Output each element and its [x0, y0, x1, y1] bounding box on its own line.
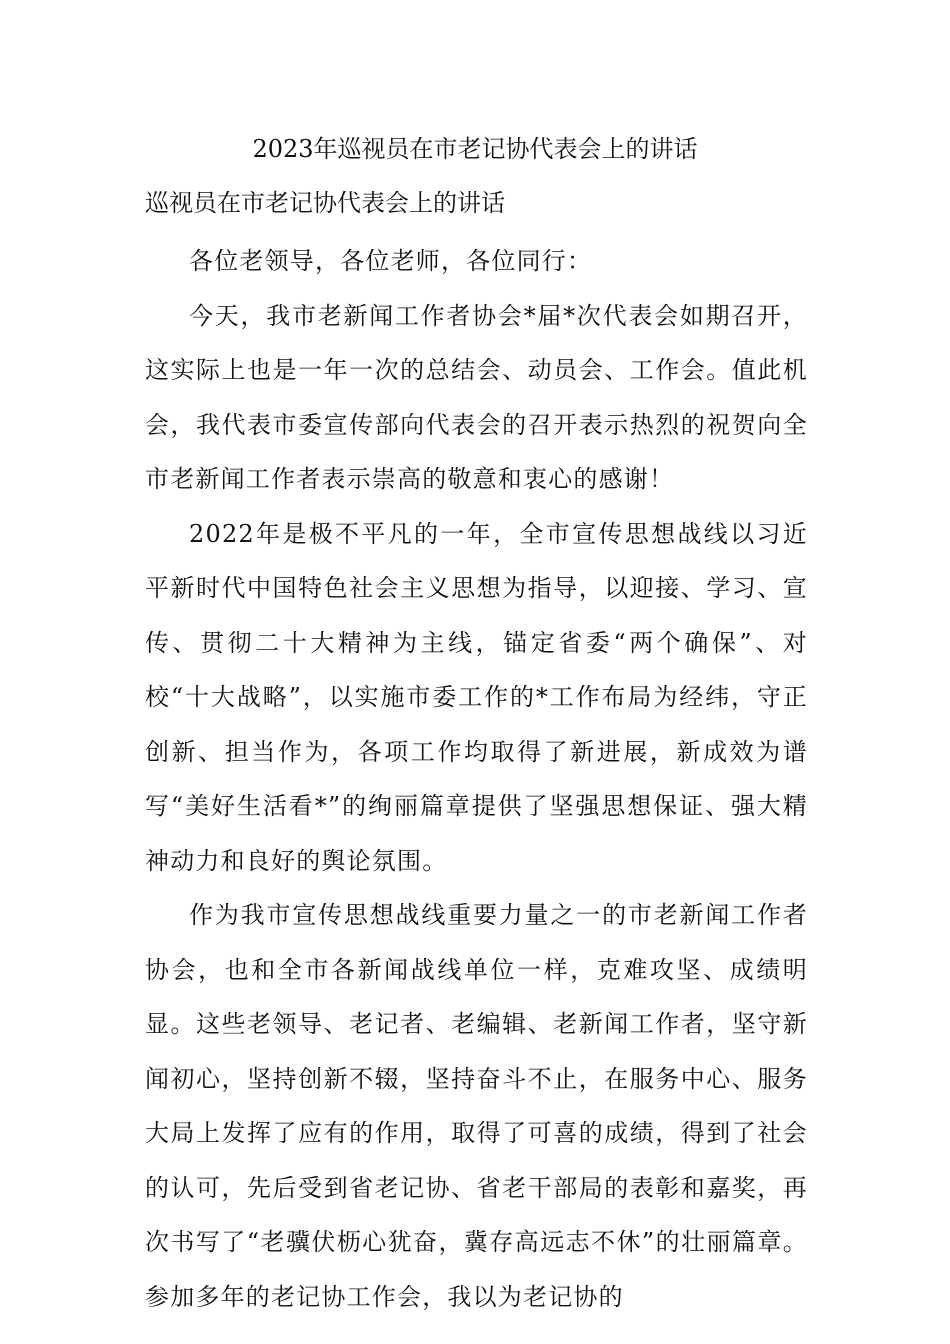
- paragraph-2022-review: 2022年是极不平凡的一年，全市宣传思想战线以习近平新时代中国特色社会主义思想为指导，以迎接、学习、宣传、贯彻二十大精神为主线，锚定省委“两个确保”、对校“十大战略”，以实施市委工作的*工作布局为经纬，守正创新、担当作为，各项工作均取得了新进展，新成效为谱写“美好生活看*”的绚丽篇章提供了坚强思想保证、强大精神动力和良好的舆论氛围。: [145, 519, 808, 875]
- paragraph-greeting: 各位老领导，各位老师，各位同行：: [189, 247, 593, 275]
- paragraph-opening: 今天，我市老新闻工作者协会*届*次代表会如期召开，这实际上也是一年一次的总结会、动员会、工作会。值此机会，我代表市委宣传部向代表会的召开表示热烈的祝贺向全市老新闻工作者表示崇高的敬意和衷心的感谢！: [145, 301, 808, 493]
- document-subtitle: 巡视员在市老记协代表会上的讲话: [145, 189, 505, 217]
- document-body: [145, 234, 808, 1324]
- document-title: 2023年巡视员在市老记协代表会上的讲话: [252, 135, 698, 163]
- paragraph-association: 作为我市宣传思想战线重要力量之一的市老新闻工作者协会，也和全市各新闻战线单位一样，克难攻坚、成绩明显。这些老领导、老记者、老编辑、老新闻工作者，坚守新闻初心，坚持创新不辍，坚持奋斗不止，在服务中心、服务大局上发挥了应有的作用，取得了可喜的成绩，得到了社会的认可，先后受到省老记协、省老干部局的表彰和嘉奖，再次书写了“老骥伏枥心犹奋，冀存高远志不休”的壮丽篇章。参加多年的老记协工作会，我以为老记协的: [145, 901, 808, 1311]
